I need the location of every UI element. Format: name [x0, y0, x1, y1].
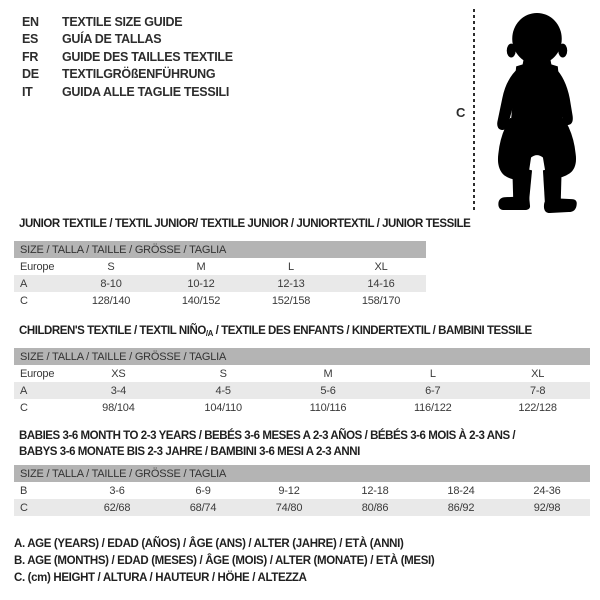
- cell: M: [196, 260, 206, 273]
- language-code: ES: [22, 32, 39, 47]
- cell: 86/92: [418, 499, 504, 516]
- language-title: GUÍA DE TALLAS: [62, 32, 162, 47]
- size-header-label: SIZE / TALLA / TAILLE / GRÖSSE / TAGLIA: [14, 465, 590, 482]
- cell: 62/68: [74, 499, 160, 516]
- table-row: [14, 399, 590, 416]
- children-size-table: [14, 348, 590, 416]
- row-label: Europe: [20, 260, 55, 273]
- height-measure-label: C: [456, 105, 466, 120]
- cell: L: [429, 367, 436, 380]
- language-code: IT: [22, 84, 33, 99]
- language-title: TEXTILE SIZE GUIDE: [62, 14, 183, 29]
- cell: XL: [374, 260, 388, 273]
- cell: XS: [111, 367, 126, 380]
- cell: 98/104: [102, 401, 135, 414]
- title-text: CHILDREN'S TEXTILE / TEXTIL NIÑO: [19, 325, 206, 337]
- cell: 24-36: [533, 484, 561, 497]
- language-code: DE: [22, 67, 39, 82]
- title-text: / TEXTILE DES ENFANTS / KINDERTEXTIL / BAMBINI TESSILE: [212, 325, 532, 337]
- cell: 140/152: [181, 294, 221, 307]
- footnote-b: B. AGE (MONTHS) / EDAD (MESES) / ÂGE (MOIS) / ALTER (MONATE) / ETÀ (MESI): [14, 555, 435, 567]
- footnote-a: A. AGE (YEARS) / EDAD (AÑOS) / ÂGE (ANS) / ALTER (JAHRE) / ETÀ (ANNI): [14, 538, 404, 550]
- cell: 10-12: [156, 275, 246, 292]
- children-table-title: [19, 324, 532, 341]
- row-label: C: [20, 294, 28, 307]
- footnotes: [14, 536, 434, 587]
- language-row-fr: [22, 48, 233, 66]
- height-dotted-line: [473, 9, 475, 213]
- cell: 3-6: [109, 484, 125, 497]
- height-figure: [452, 5, 592, 217]
- footnote-c: C. (cm) HEIGHT / ALTURA / HAUTEUR / HÖHE / ALTEZZA: [14, 572, 307, 584]
- junior-size-table: [14, 241, 426, 309]
- cell: 6-7: [380, 382, 485, 399]
- cell: 12-18: [361, 484, 389, 497]
- cell: 128/140: [91, 294, 131, 307]
- babies-size-table: [14, 465, 590, 516]
- babies-table-title-line2: BABYS 3-6 MONATE BIS 2-3 JAHRE / BAMBINI 3-6 MESI A 2-3 ANNI: [19, 446, 360, 458]
- size-header-label: SIZE / TALLA / TAILLE / GRÖSSE / TAGLIA: [14, 241, 426, 258]
- size-header-row: [14, 241, 426, 258]
- row-label: C: [14, 499, 74, 516]
- cell: 5-6: [276, 382, 381, 399]
- babies-table-title-line1: BABIES 3-6 MONTH TO 2-3 YEARS / BEBÉS 3-6 MESES A 2-3 AÑOS / BÉBÉS 3-6 MOIS À 2-3 ANS /: [19, 430, 516, 442]
- row-label: C: [20, 401, 28, 414]
- cell: 110/116: [309, 401, 347, 414]
- cell: 3-4: [66, 382, 171, 399]
- cell: 116/122: [414, 401, 452, 414]
- cell: 74/80: [246, 499, 332, 516]
- cell: 7-8: [485, 382, 590, 399]
- cell: 122/128: [518, 401, 557, 414]
- language-title: TEXTILGRÖßENFÜHRUNG: [62, 67, 216, 82]
- size-header-row: [14, 465, 590, 482]
- cell: 68/74: [160, 499, 246, 516]
- size-header-label: SIZE / TALLA / TAILLE / GRÖSSE / TAGLIA: [14, 348, 590, 365]
- cell: S: [107, 260, 115, 273]
- cell: 4-5: [171, 382, 276, 399]
- cell: 104/110: [204, 401, 242, 414]
- table-row: [14, 275, 426, 292]
- title-subscript: /A: [205, 329, 213, 338]
- cell: 158/170: [361, 294, 401, 307]
- junior-table-title: JUNIOR TEXTILE / TEXTIL JUNIOR/ TEXTILE JUNIOR / JUNIORTEXTIL / JUNIOR TESSILE: [19, 218, 471, 230]
- cell: 92/98: [504, 499, 590, 516]
- language-code: EN: [22, 14, 39, 29]
- cell: 14-16: [336, 275, 426, 292]
- cell: M: [323, 367, 333, 380]
- table-row: [14, 499, 590, 516]
- cell: 6-9: [195, 484, 211, 497]
- cell: 9-12: [278, 484, 300, 497]
- language-code: FR: [22, 49, 39, 64]
- language-row-it: [22, 83, 233, 101]
- cell: 152/158: [271, 294, 311, 307]
- language-row-de: [22, 66, 233, 84]
- row-label: Europe: [20, 367, 55, 380]
- table-row: [14, 382, 590, 399]
- cell: 12-13: [246, 275, 336, 292]
- table-row: [14, 365, 590, 382]
- row-label: A: [14, 275, 66, 292]
- cell: XL: [531, 367, 545, 380]
- language-row-en: [22, 13, 233, 31]
- row-label: A: [14, 382, 66, 399]
- cell: L: [288, 260, 294, 273]
- language-title: GUIDE DES TAILLES TEXTILE: [62, 49, 233, 64]
- cell: 8-10: [66, 275, 156, 292]
- cell: S: [219, 367, 227, 380]
- table-row: [14, 292, 426, 309]
- row-label: B: [20, 484, 28, 497]
- table-row: [14, 258, 426, 275]
- size-header-row: [14, 348, 590, 365]
- table-row: [14, 482, 590, 499]
- cell: 80/86: [332, 499, 418, 516]
- language-list: [22, 13, 233, 101]
- language-title: GUIDA ALLE TAGLIE TESSILI: [62, 84, 230, 99]
- toddler-silhouette-icon: [485, 7, 587, 215]
- language-row-es: [22, 31, 233, 49]
- cell: 18-24: [447, 484, 475, 497]
